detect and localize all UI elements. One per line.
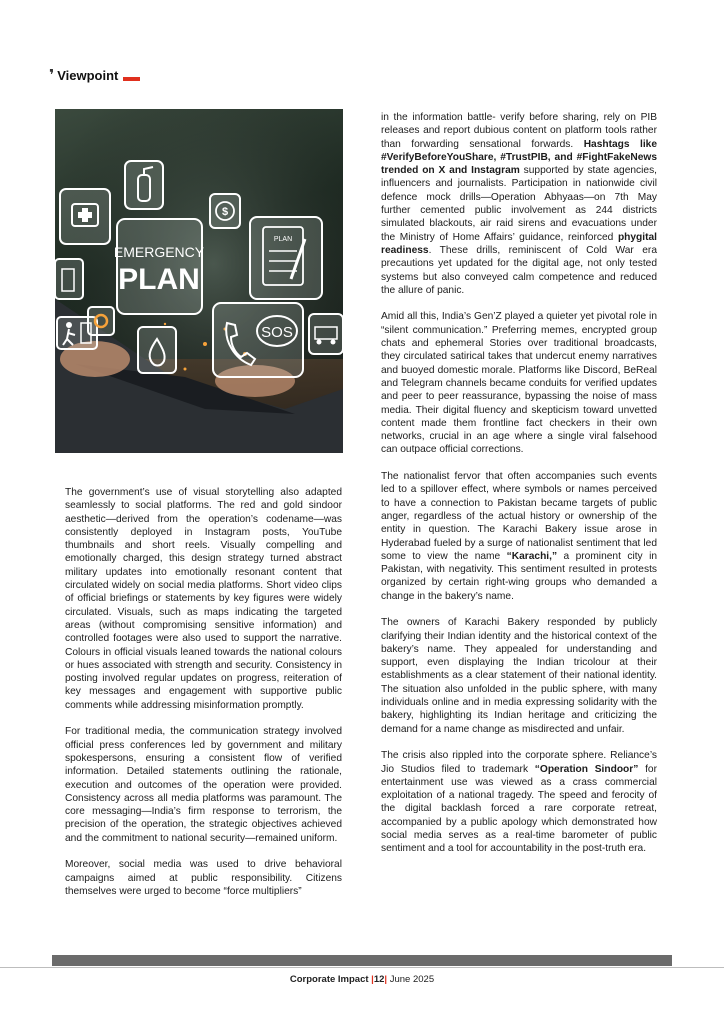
page-number: 12 <box>373 974 385 985</box>
building-icon <box>55 259 83 299</box>
gear-icon <box>88 307 114 335</box>
fire-extinguisher-icon <box>125 161 163 209</box>
text-run: for entertainment use was viewed as a crass commercial exploitation of a national tragedy. The speed and ferocity of the digital backlash forced a rare corporate retreat, accompanied by a public apology which demonstrated how social media serves as a real-time barometer of public sentiment and a tool for accountability in the post-truth era. <box>381 763 657 855</box>
medical-kit-icon <box>60 189 110 244</box>
paragraph: The government’s use of visual storytelling also adapted seamlessly to social platforms. The red and gold sindoor aesthetic—derived from the operation’s codename—was consistently deployed in Instagram posts, YouTube thumbnails and short reels. Visually compelling and emotionally charged, this design strategy turned abstract military updates into emotionally resonant content that circulated widely on social media platforms. Short video clips of official briefings or statements by key figures were widely circulated. Visuals, such as maps indicating the targeted areas (without compromising sensitive information) and controlled footages were also used to support the narrative. Colours in official visuals leaned towards the national colours or hues associated with strength and security. Consistency in posting involved regular updates on progress, reiteration of key messages and engagement with supportive public comments while addressing misinformation promptly. <box>65 487 342 711</box>
page-footer <box>0 974 724 985</box>
section-title: Viewpoint <box>57 67 119 83</box>
paragraph <box>381 111 657 297</box>
accent-bar <box>123 77 140 81</box>
paragraph <box>381 749 657 855</box>
operation-sindoor-bold: “Operation Sindoor” <box>534 763 639 775</box>
text-run: supported by state agencies, influencers and journalists. Participation in nationwide civil defence mock drills—Operation Abhyaas—on 7th May further cemented public involvement as 244 districts simulated blackouts, air raid sirens and evacuations under the Ministry of Home Affairs’ guidance, reinforced <box>381 165 657 243</box>
paragraph <box>381 470 657 603</box>
text-run: a prominent city in Pakistan, with negativity. This sentiment resulted in protests organized by certain right-wing groups who demanded a change in the bakery’s name. <box>381 550 657 602</box>
fire-icon <box>138 327 176 373</box>
right-column <box>381 111 657 869</box>
svg-text:$: $ <box>221 206 229 218</box>
karachi-bold: “Karachi,” <box>506 550 558 562</box>
footer-divider <box>0 967 724 968</box>
ambulance-icon <box>309 314 343 354</box>
quote-mark-icon: ❜ <box>49 66 55 84</box>
separator: | <box>371 974 374 985</box>
plan-checklist-card <box>250 217 322 299</box>
paragraph: Amid all this, India’s Gen’Z played a quieter yet pivotal role in “silent communication.” Preferring memes, encrypted group chats and ephemeral Stories over traditional broadcasts, they circulated satirical takes that undercut enemy narratives and buoyed domestic morale. Platforms like Discord, BeReal and Telegram channels became conduits for verified updates and peer to peer reassurance, bypassing the noise of mass media. Their digital fluency and skepticism toward unvetted content made them frontline fact checkers in their own networks, crucial in an age where a single viral falsehood can outpace official corrections. <box>381 311 657 456</box>
svg-text:EMERGENCY: EMERGENCY <box>113 244 205 260</box>
issue-date: June 2025 <box>389 974 435 985</box>
text-run: . These drills, reminiscent of Cold War era precautions yet updated for the digital age, not only tested systems but also conveyed calm competence and reduced the allure of panic. <box>381 244 657 296</box>
hashtags-bold: Hashtags like #VerifyBeforeYouShare, #TrustPIB, and #FightFakeNews trended on X and Instagram <box>381 138 658 177</box>
hero-image <box>55 109 343 453</box>
paragraph: Moreover, social media was used to drive behavioral campaigns aimed at public responsibility. Citizens themselves were urged to become “force multipliers” <box>65 859 342 897</box>
publication-name: Corporate Impact <box>289 974 369 985</box>
separator: | <box>384 974 388 985</box>
svg-text:PLAN: PLAN <box>118 263 200 296</box>
text-run: The crisis also rippled into the corporate sphere. Reliance’s Jio Studios filed to trademark <box>381 750 657 775</box>
phygital-bold: phygital readiness <box>381 231 657 256</box>
section-header <box>49 64 140 86</box>
emergency-plan-card <box>114 219 205 314</box>
sos-phone-icon <box>213 303 303 377</box>
paragraph: For traditional media, the communication strategy involved official press conferences led by government and military spokespersons, ensuring a consistent flow of verified information. Detailed statements outlining the rationale, execution and outcomes of the operation were provided. Consistency across all media platforms was paramount. The core messaging—India’s firm response to terrorism, the precision of the operation, the strategic objectives achieved and the commitment to national security—remained uniform. <box>65 726 342 844</box>
svg-text:SOS: SOS <box>261 324 293 341</box>
text-run: in the information battle- verify before sharing, rely on PIB releases and report dubious content on platform tools rather than forwarding sensational forwards. <box>381 112 657 150</box>
text-run: The nationalist fervor that often accompanies such events led to a spillover effect, where symbols or names perceived to have a connection to Pakistan became targets of public anger, regardless of the actual history or ownership of the entity in question. The Karachi Bakery issue arose in Hyderabad fueled by a surge of nationalist sentiment that led some to view the name <box>381 471 657 562</box>
dollar-icon <box>210 194 240 228</box>
paragraph: The owners of Karachi Bakery responded by publicly clarifying their Indian identity and the historical context of the bakery’s name. They appealed for understanding and support, even displaying the Indian tricolour at their establishments as a clear statement of their national identity. The situation also unfolded in the public sphere, with many individuals online and in media expressing solidarity with the bakery, highlighting its Indian heritage and criticizing the demand for a name change as misdirected and unfair. <box>381 617 657 735</box>
svg-text:PLAN: PLAN <box>273 236 293 243</box>
left-column <box>65 486 342 912</box>
footer-bar <box>52 955 672 966</box>
